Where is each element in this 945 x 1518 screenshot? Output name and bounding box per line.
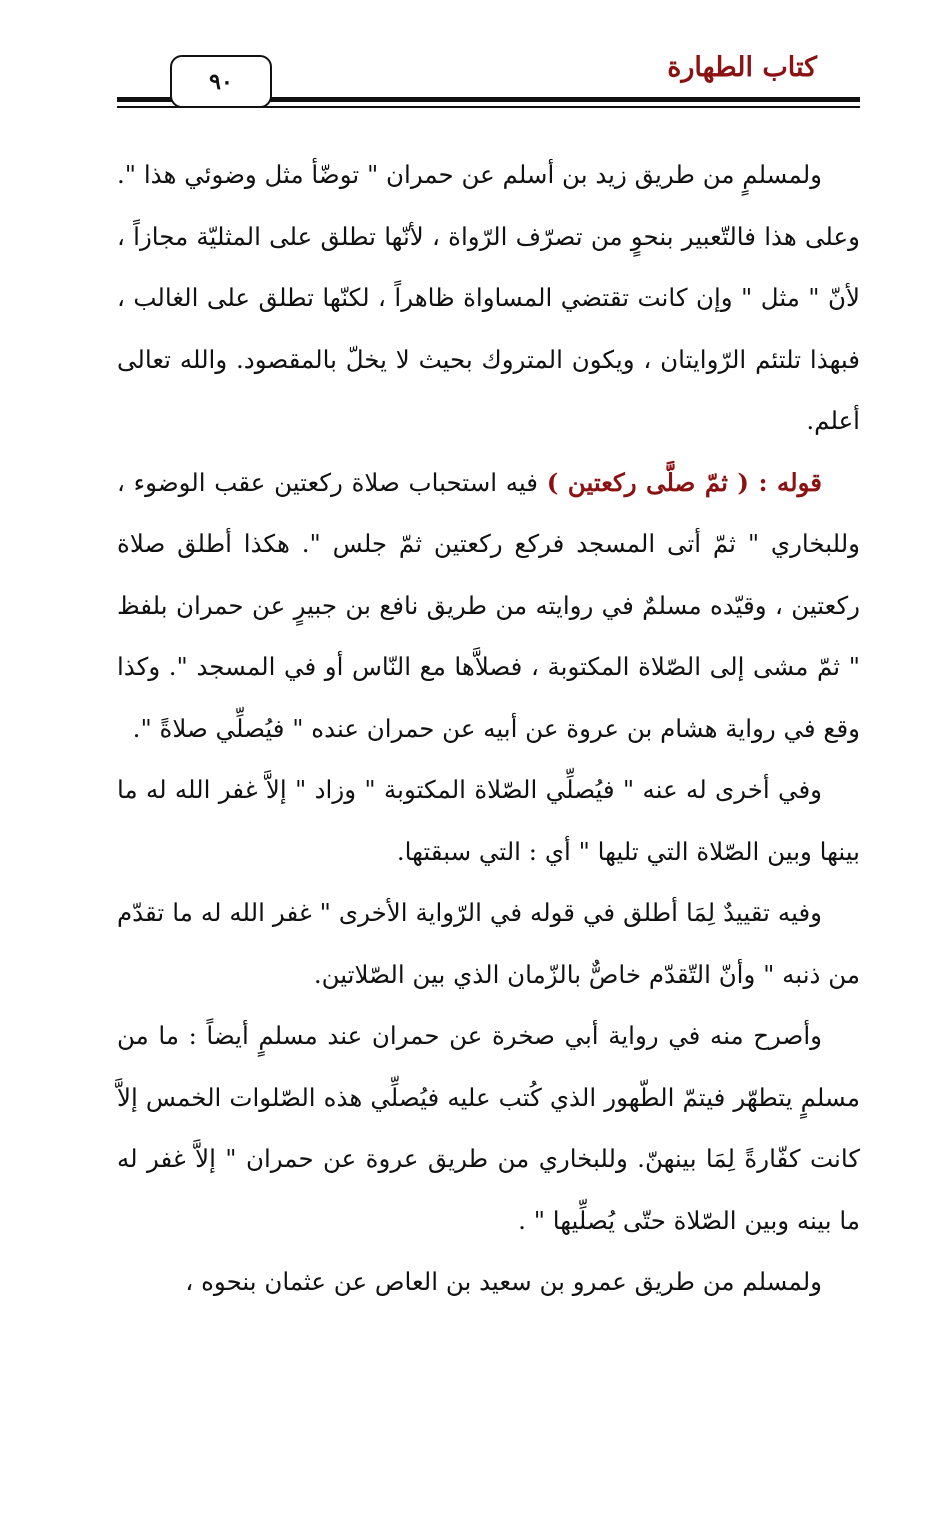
book-title: كتاب الطهارة <box>667 52 817 83</box>
body-text <box>117 144 860 1384</box>
paragraph-4: وفيه تقييدٌ لِمَا أطلق في قوله في الرّواية الأخرى " غفر الله له ما تقدّم من ذنبه " وأنّ التّقدّم خاصٌّ بالزّمان الذي بين الصّلاتين. <box>117 898 860 989</box>
paragraph-2-text: فيه استحباب صلاة ركعتين عقب الوضوء ، وللبخاري " ثمّ أتى المسجد فركع ركعتين ثمّ جلس ". هكذا أطلق صلاة ركعتين ، وقيّده مسلمٌ في روايته من طريق نافع بن جبيرٍ عن حمران بلفظ " ثمّ مشى إلى الصّلاة المكتوبة ، فصلاَّها مع النّاس أو في المسجد ". وكذا وقع في رواية هشام بن عروة عن أبيه عن حمران عنده " فيُصلِّي صلاةً ". <box>117 467 860 743</box>
page-number: ٩٠ <box>170 55 272 108</box>
paragraph-1: ولمسلمٍ من طريق زيد بن أسلم عن حمران " توضّأ مثل وضوئي هذا ". وعلى هذا فالتّعبير بنحوٍ من تصرّف الرّواة ، لأنّها تطلق على المثليّة مجازاً ، لأنّ " مثل " وإن كانت تقتضي المساواة ظاهراً ، لكنّها تطلق على الغالب ، فبهذا تلتئم الرّوايتان ، ويكون المتروك بحيث لا يخلّ بالمقصود. والله تعالى أعلم. <box>117 160 860 435</box>
paragraph-6: ولمسلم من طريق عمرو بن سعيد بن العاص عن عثمان بنحوه ، <box>185 1267 822 1296</box>
page-header <box>0 0 945 120</box>
paragraph-3: وفي أخرى له عنه " فيُصلِّي الصّلاة المكتوبة " وزاد " إلاَّ غفر الله له ما بينها وبين الصّلاة التي تليها " أي : التي سبقتها. <box>117 775 860 866</box>
paragraph-2 <box>117 452 860 760</box>
paragraph-5: وأصرح منه في رواية أبي صخرة عن حمران عند مسلمٍ أيضاً : ما من مسلمٍ يتطهّر فيتمّ الطّهور الذي كُتب عليه فيُصلِّي هذه الصّلوات الخمس إلاَّ كانت كفّارةً لِمَا بينهنّ. وللبخاري من طريق عروة عن حمران " إلاَّ غفر له ما بينه وبين الصّلاة حتّى يُصلِّيها " . <box>117 1021 860 1235</box>
quote-lead: قوله : ( ثمّ صلَّى ركعتين ) <box>546 467 822 497</box>
